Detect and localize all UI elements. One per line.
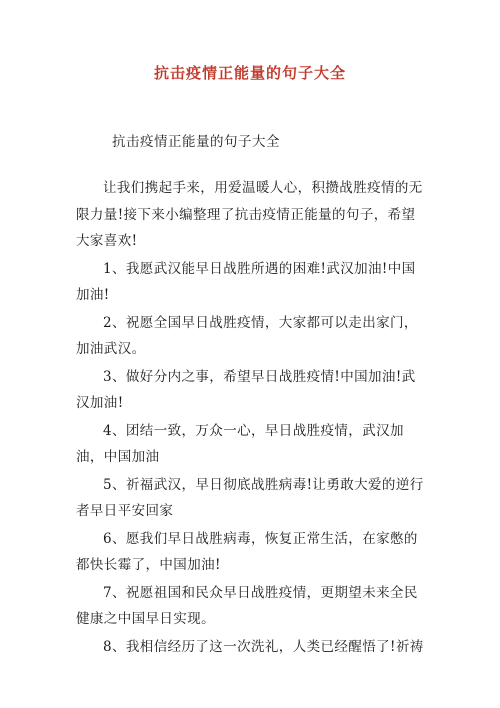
list-item: 7、祝愿祖国和民众早日战胜疫情，更期望未来全民健康之中国早日实现。 — [76, 584, 418, 627]
list-item: 1、我愿武汉能早日战胜所遇的困难!武汉加油!中国加油! — [76, 260, 416, 303]
document-subtitle: 抗击疫情正能量的句子大全 — [112, 134, 280, 150]
list-item: 6、愿我们早日战胜病毒，恢复正常生活，在家憋的都快长霉了，中国加油! — [76, 530, 418, 573]
list-item: 5、祈福武汉，早日彻底战胜病毒!让勇敢大爱的逆行者早日平安回家 — [76, 476, 424, 519]
list-item: 4、团结一致，万众一心，早日战胜疫情，武汉加油，中国加油 — [76, 422, 404, 465]
document-body — [76, 175, 424, 661]
list-item: 2、祝愿全国早日战胜疫情，大家都可以走出家门，加油武汉。 — [76, 314, 418, 357]
intro-paragraph: 让我们携起手来，用爱温暖人心，积攒战胜疫情的无限力量!接下来小编整理了抗击疫情正能量的句子，希望大家喜欢! — [76, 180, 423, 249]
list-item: 3、做好分内之事，希望早日战胜疫情!中国加油!武汉加油! — [76, 368, 416, 411]
document-title: 抗击疫情正能量的句子大全 — [153, 64, 346, 82]
list-item: 8、我相信经历了这一次洗礼，人类已经醒悟了!祈祷 — [103, 638, 424, 655]
